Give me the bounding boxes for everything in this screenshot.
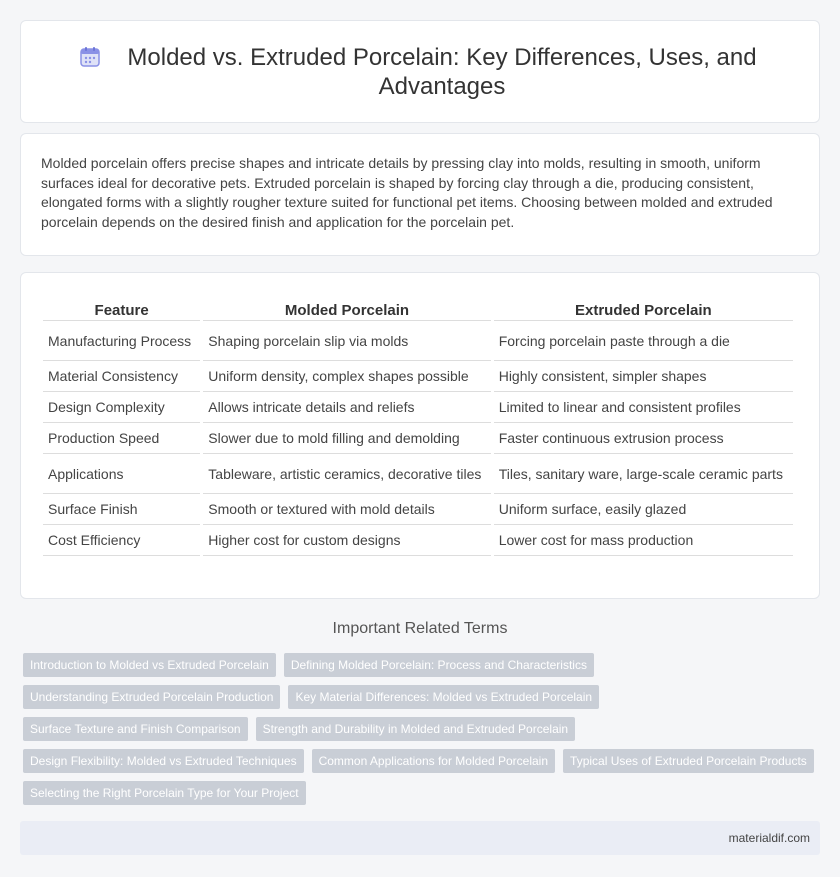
table-cell-molded: Uniform density, complex shapes possible	[203, 361, 490, 392]
table-row	[43, 494, 793, 525]
related-term-tag[interactable]: Selecting the Right Porcelain Type for Your Project	[23, 781, 306, 805]
table-row	[43, 423, 793, 454]
table-cell-feature: Applications	[43, 454, 200, 494]
footer-site-link[interactable]: materialdif.com	[728, 831, 810, 845]
table-cell-feature: Design Complexity	[43, 392, 200, 423]
table-cell-molded: Allows intricate details and reliefs	[203, 392, 490, 423]
related-terms-title: Important Related Terms	[332, 620, 508, 637]
table-row	[43, 321, 793, 361]
table-header-row	[43, 299, 793, 321]
header-feature: Feature	[43, 299, 200, 321]
page-title: Molded vs. Extruded Porcelain: Key Differences, Uses, and Advantages	[127, 43, 757, 100]
table-row	[43, 361, 793, 392]
table-cell-feature: Production Speed	[43, 423, 200, 454]
intro-card	[20, 133, 820, 256]
header-molded: Molded Porcelain	[203, 299, 490, 321]
related-term-tag[interactable]: Design Flexibility: Molded vs Extruded Techniques	[23, 749, 304, 773]
table-cell-extruded: Lower cost for mass production	[494, 525, 793, 556]
related-term-tag[interactable]: Defining Molded Porcelain: Process and Characteristics	[284, 653, 594, 677]
table-cell-molded: Smooth or textured with mold details	[203, 494, 490, 525]
related-terms-tags	[20, 653, 820, 805]
table-row	[43, 525, 793, 556]
table-cell-extruded: Uniform surface, easily glazed	[494, 494, 793, 525]
table-row	[43, 454, 793, 494]
table-cell-feature: Material Consistency	[43, 361, 200, 392]
related-term-tag[interactable]: Common Applications for Molded Porcelain	[312, 749, 555, 773]
table-cell-extruded: Faster continuous extrusion process	[494, 423, 793, 454]
table-cell-extruded: Tiles, sanitary ware, large-scale ceramic parts	[494, 454, 793, 494]
related-term-tag[interactable]: Understanding Extruded Porcelain Production	[23, 685, 280, 709]
related-term-tag[interactable]: Typical Uses of Extruded Porcelain Products	[563, 749, 814, 773]
footer	[20, 821, 820, 855]
header-card	[20, 20, 820, 123]
calendar-icon	[78, 45, 102, 69]
comparison-table-card	[20, 272, 820, 599]
title-wrap	[78, 43, 762, 101]
table-cell-extruded: Forcing porcelain paste through a die	[494, 321, 793, 361]
related-terms-section	[20, 619, 820, 805]
page	[0, 20, 840, 855]
table-cell-feature: Cost Efficiency	[43, 525, 200, 556]
table-cell-molded: Higher cost for custom designs	[203, 525, 490, 556]
related-term-tag[interactable]: Key Material Differences: Molded vs Extruded Porcelain	[288, 685, 599, 709]
intro-paragraph: Molded porcelain offers precise shapes and intricate details by pressing clay into molds, resulting in smooth, uniform surfaces ideal for decorative pets. Extruded porcelain is shaped by forcing clay through a die, producing consistent, elongated forms with a slightly rougher texture suited for functional pet items. Choosing between molded and extruded porcelain depends on the desired finish and application for the porcelain pet.	[41, 155, 773, 230]
table-cell-feature: Manufacturing Process	[43, 321, 200, 361]
related-term-tag[interactable]: Introduction to Molded vs Extruded Porcelain	[23, 653, 276, 677]
table-cell-molded: Slower due to mold filling and demolding	[203, 423, 490, 454]
header-extruded: Extruded Porcelain	[494, 299, 793, 321]
table-cell-molded: Tableware, artistic ceramics, decorative tiles	[203, 454, 490, 494]
table-cell-feature: Surface Finish	[43, 494, 200, 525]
related-term-tag[interactable]: Surface Texture and Finish Comparison	[23, 717, 248, 741]
table-row	[43, 392, 793, 423]
table-cell-extruded: Highly consistent, simpler shapes	[494, 361, 793, 392]
related-term-tag[interactable]: Strength and Durability in Molded and Extruded Porcelain	[256, 717, 576, 741]
table-cell-molded: Shaping porcelain slip via molds	[203, 321, 490, 361]
table-cell-extruded: Limited to linear and consistent profiles	[494, 392, 793, 423]
comparison-table	[40, 299, 796, 556]
